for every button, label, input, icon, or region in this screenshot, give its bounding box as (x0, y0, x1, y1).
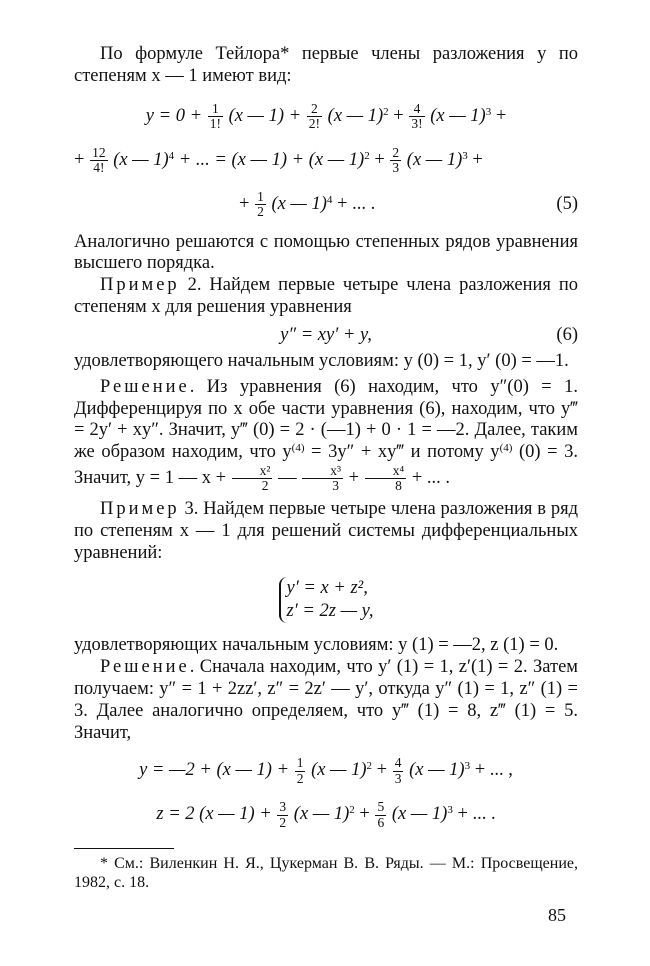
paragraph-example-2 (74, 275, 578, 319)
exponent: 2 (366, 760, 373, 773)
fraction: $\frac{12}{4!}$ (92, 144, 106, 175)
example-label: Пример (100, 499, 180, 520)
eq-term: (x — 1) (293, 804, 350, 825)
equation-5-line-3 (74, 182, 578, 226)
exponent: 2 (364, 149, 370, 162)
fraction: $\frac{2}{3}$ (392, 144, 400, 175)
equation-6 (74, 319, 578, 351)
eq-term: + ... , (470, 760, 513, 781)
fraction: $\frac{4}{3!}$ (411, 100, 423, 131)
fraction: $\frac{4}{3}$ (394, 755, 402, 786)
fraction: $\frac{\text{x²}}{2}$ (232, 464, 273, 493)
eq-term: (x — 1) (430, 105, 486, 126)
eq-term: y = 0 + (145, 105, 203, 126)
system-equation-1: y′ = x + z², (286, 577, 368, 598)
equation-system (74, 577, 578, 623)
exponent: (4) (499, 442, 513, 455)
eq-term: + (467, 149, 483, 170)
example-text: 2. Найдем первые четыре члена разложения по степеням x для решения уравнения (74, 275, 578, 318)
fraction: $\frac{5}{6}$ (377, 799, 385, 830)
eq-term: + (372, 760, 388, 781)
paragraph-analogous: Аналогично решаются с помощью степенных рядов уравнения высшего порядка. (74, 231, 578, 274)
footnote: * См.: Виленкин Н. Я., Цукерман В. В. Ряды. — М.: Просвещение, 1982, с. 18. (74, 855, 578, 892)
eq-term: (x — 1) + (228, 105, 302, 126)
fraction: $\frac{3}{2}$ (279, 799, 287, 830)
paragraph-initial-conditions: удовлетворяющего начальным условиям: y (0) = 1, y′ (0) = —1. (74, 350, 569, 371)
paragraph-taylor-intro: По формуле Тейлора* первые члены разложения y по степеням x — 1 имеют вид: (74, 44, 578, 86)
footnote-divider (74, 848, 174, 849)
exponent: 3 (464, 760, 471, 773)
text-column (74, 44, 578, 893)
solution-text: = 3y″ + xy‴ и потому y (304, 442, 500, 463)
fraction: $\frac{\text{x⁴}}{8}$ (365, 464, 406, 493)
fraction: $\frac{1}{2}$ (296, 755, 304, 786)
equation-number: (6) (556, 324, 578, 345)
eq-term: + ... . (452, 804, 496, 825)
eq-term: y″ = xy′ + y, (280, 324, 372, 345)
eq-term: + (369, 149, 385, 170)
solution-text: — (278, 468, 297, 489)
eq-term: (x — 1) (406, 149, 463, 170)
page-number: 85 (548, 905, 566, 925)
system-brace (279, 577, 374, 623)
solution-text: + (348, 468, 360, 489)
eq-term: + ... . (332, 193, 376, 214)
system-equation-2: z′ = 2z — y, (286, 601, 374, 622)
equation-y-series (74, 748, 578, 792)
equation-z-series (74, 792, 578, 836)
paragraph-solution-2 (74, 657, 578, 744)
eq-term: z = 2 (x — 1) + (156, 804, 272, 825)
exponent: 3 (447, 804, 453, 817)
fraction: $\frac{2}{2!}$ (308, 100, 321, 131)
fraction: $\frac{\text{x³}}{3}$ (302, 464, 343, 493)
eq-term: (x — 1) (271, 193, 327, 214)
eq-term: + (74, 149, 85, 170)
solution-label: Решение (100, 376, 190, 397)
exponent: 2 (349, 804, 355, 817)
exponent: (4) (291, 442, 305, 455)
fraction: $\frac{1}{2}$ (257, 188, 264, 219)
eq-term: + ... = (x — 1) + (x — 1) (174, 149, 365, 170)
exponent: 4 (326, 193, 333, 206)
equation-5-line-2 (74, 138, 578, 182)
eq-term: (x — 1) (327, 105, 384, 126)
eq-term: y = —2 + (x — 1) + (139, 760, 290, 781)
paragraph-example-3 (74, 499, 578, 564)
solution-text: . Из уравнения (6) находим, что y″(0) = 1. Дифференцируя по x обе части уравнения (6), находим, что y‴ = 2y′ + xy″. Значит, y‴ (0) = 2 · (—1) + 0 · 1 = —2. Далее, таким же образом находим, что y (74, 376, 578, 463)
exponent: 4 (168, 149, 175, 162)
eq-term: + (388, 105, 404, 126)
eq-term: + (239, 193, 250, 214)
fraction: $\frac{1}{1!}$ (209, 100, 221, 131)
equation-5-line-1 (74, 94, 578, 138)
exponent: 3 (462, 149, 468, 162)
solution-label: Решение (100, 657, 190, 678)
solution-text: (0) = 3. Значит, y = 1 — x + (74, 442, 579, 489)
equation-number: (5) (556, 193, 578, 214)
eq-term: (x — 1) (311, 760, 367, 781)
solution-text: + ... . (411, 468, 450, 489)
eq-term: (x — 1) (113, 149, 169, 170)
paragraph-initial-conditions-2: удовлетворяющих начальным условиям: y (1) = —2, z (1) = 0. (74, 635, 559, 656)
eq-term: (x — 1) (409, 760, 465, 781)
eq-term: (x — 1) (391, 804, 448, 825)
example-text: 3. Найдем первые четыре члена разложения в ряд по степеням x — 1 для решений системы дифференциальных уравнений: (74, 499, 578, 564)
eq-term: + (354, 804, 370, 825)
solution-text: . Сначала находим, что y′ (1) = 1, z′(1) = 2. Затем получаем: y″ = 1 + 2zz′, z″ = 2z′ — y′, откуда y″ (1) = 1, z″ (1) = 3. Далее аналогично определяем, что y‴ (1) = 8, z‴ (1) = 5. Значит, (74, 657, 578, 743)
eq-term: + (491, 105, 507, 126)
paragraph-solution-1 (74, 377, 578, 494)
exponent: 2 (383, 105, 389, 118)
exponent: 3 (485, 105, 492, 118)
example-label: Пример (100, 275, 180, 296)
